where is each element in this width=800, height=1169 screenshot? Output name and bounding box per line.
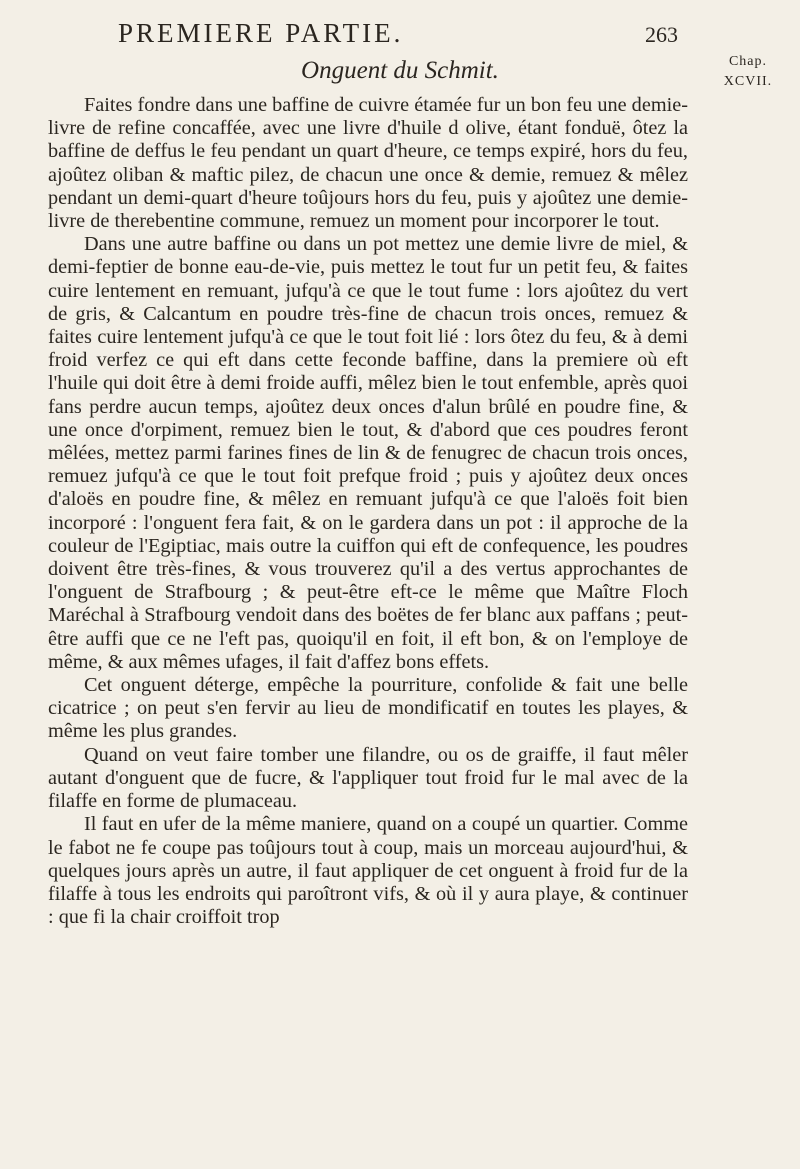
section-title: Onguent du Schmit. [301,57,499,84]
running-title: PREMIERE PARTIE. [118,18,404,48]
paragraph: Cet onguent déterge, empêche la pourriture, confolide & fait une belle cicatrice ; on peut s'en fervir au lieu de mondificatif en toutes les playes, & même les plus grandes. [48,674,688,743]
margin-note-chap: Chap. [728,54,768,69]
paragraph: Dans une autre baffine ou dans un pot mettez une demie livre de miel, & demi-feptier de bonne eau-de-vie, puis mettez le tout fur un petit feu, & faites cuire lentement en remuant, jufqu'à ce que le tout fume : lors ajoûtez du vert de gris, & Calcantum en poudre très-fine de chacun trois onces, remuez & faites cuire lentement jufqu'à ce que le tout foit lié : lors ôtez du feu, & à demi froid verfez ce qui eft dans cette feconde baffine, dans la premiere où eft l'huile qui doit être à demi froide auffi, mêlez bien le tout enfemble, après quoi fans perdre aucun temps, ajoûtez deux onces d'alun brûlé en poudre fine, & une once d'orpiment, remuez bien le tout, & d'abord que ces poudres feront mêlées, mettez parmi farines fines de lin & de fenugrec de chacun trois onces, remuez jufqu'à ce que le tout foit prefque froid ; puis y ajoûtez deux onces d'aloës en poudre fine, & mêlez en remuant jufqu'à ce que l'aloës foit bien incorporé : l'onguent fera fait, & on le gardera dans un pot : il approche de la couleur de l'Egiptiac, mais outre la cuiffon qui eft de confequence, les poudres doivent être très-fines, & vous trouverez qu'il a des vertus approchantes de l'onguent de Strafbourg ; & peut-être eft-ce le même que Maître Floch Maréchal à Strafbourg vendoit dans des boëtes de fer blanc aux paffans ; peut-être auffi que ce ne l'eft pas, quoiqu'il en foit, il eft bon, & on l'employe de même, & aux mêmes ufages, il fait d'affez bons effets. [48,233,688,673]
page-number: 263 [645,22,678,47]
paragraph: Faites fondre dans une baffine de cuivre étamée fur un bon feu une demie-livre de refine concaffée, avec une livre d'huile d olive, étant fonduë, ôtez la baffine de deffus le feu pendant un quart d'heure, ce temps expiré, hors du feu, ajoûtez oliban & maftic pilez, de chacun une once & demie, remuez & mêlez pendant un demi-quart d'heure toûjours hors du feu, puis y ajoûtez une demie-livre de therebentine commune, remuez un moment pour incorporer le tout. [48,94,688,233]
paragraph: Il faut en ufer de la même maniere, quand on a coupé un quartier. Comme le fabot ne fe coupe pas toûjours tout à coup, mais un morceau aujourd'hui, & quelques jours après un autre, il faut appliquer de cet onguent à froid fur de la filaffe à tous les endroits qui paroîtront vifs, & où il y aura playe, & continuer : que fi la chair croiffoit trop [48,813,688,929]
body-text [48,94,688,929]
paragraph: Quand on veut faire tomber une filandre, ou os de graiffe, il faut mêler autant d'onguent que de fucre, & l'appliquer tout froid fur le mal avec de la filaffe en forme de plumaceau. [48,743,688,813]
margin-note-number: XCVII. [723,74,773,89]
running-head [118,18,678,49]
